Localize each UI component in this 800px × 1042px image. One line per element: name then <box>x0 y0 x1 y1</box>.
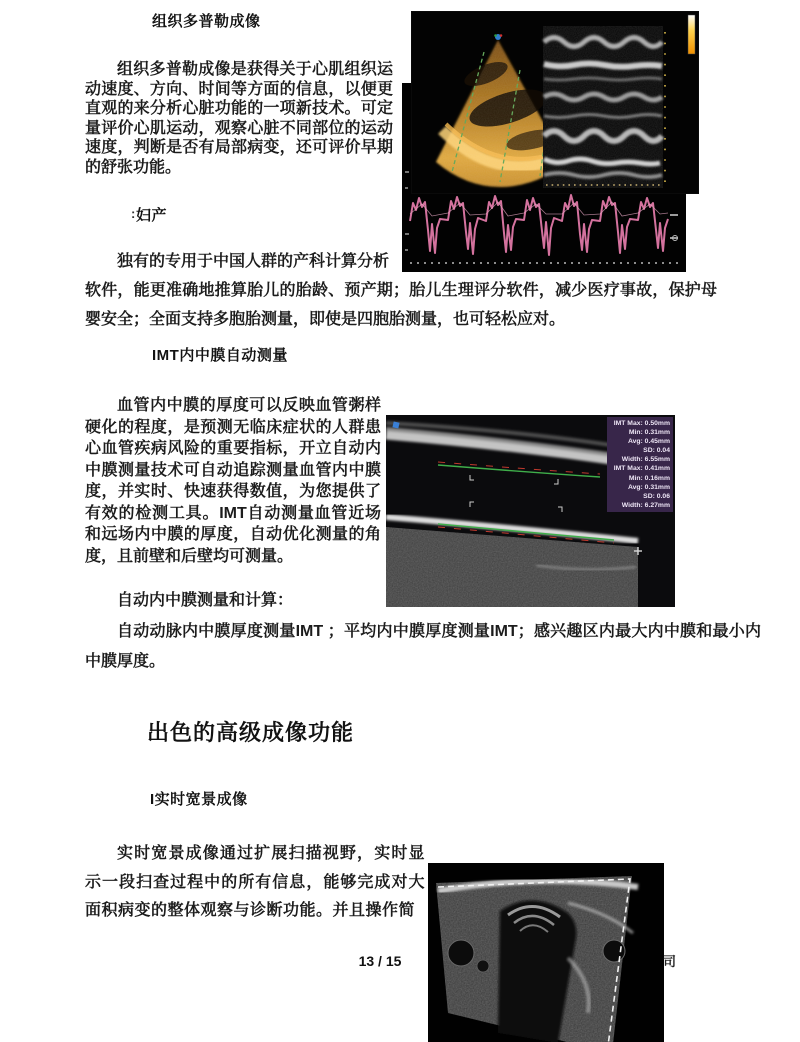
tdi-colorbar <box>688 15 695 54</box>
page-number: 13 / 15 <box>358 953 402 969</box>
heading-advanced-imaging: 出色的高级成像功能 <box>147 720 355 745</box>
overlay-line: SD: 0.04 <box>643 447 670 455</box>
paragraph-obstetrics-rest: 软件，能更准确地推算胎儿的胎龄、预产期；胎儿生理评分软件，减少医疗事故，保护母婴安全；全面支持多胞胎测量，即使是四胞胎测量，也可轻松应对。 <box>85 282 717 328</box>
thyroid-tissue <box>436 876 638 1042</box>
m-mode-strip <box>543 26 665 188</box>
overlay-line: Width: 6.27mm <box>621 501 670 509</box>
overlay-line: Min: 0.31mm <box>628 429 670 437</box>
overlay-line: Min: 0.16mm <box>628 474 670 482</box>
paragraph-obstetrics-line1: 独有的专用于中国人群的产科计算分析 <box>117 253 390 270</box>
cardiac-tdi-art <box>412 12 698 193</box>
heading-obstetrics: 妇产 <box>136 207 168 224</box>
stray-character: 司 <box>663 954 677 969</box>
cardiac-tdi-figure <box>412 12 698 193</box>
overlay-line: IMT Max: 0.41mm <box>613 465 670 473</box>
overlay-line: Avg: 0.31mm <box>627 483 670 491</box>
paragraph-imt-subtitle: 自动内中膜测量和计算： <box>117 592 294 609</box>
overlay-line: IMT Max: 0.50mm <box>613 420 670 427</box>
overlay-line: SD: 0.06 <box>643 492 670 500</box>
heading-panoramic: I实时宽景成像 <box>150 791 248 808</box>
orientation-icon <box>392 421 399 428</box>
paragraph-panoramic-body: 实时宽景成像通过扩展扫描视野，实时显示一段扫查过程中的所有信息，能够完成对大面积病变的整体观察与诊断功能。并且操作简 <box>85 845 425 919</box>
paragraph-tissue-doppler: 组织多普勒成像是获得关于心肌组织运动速度、方向、时间等方面的信息，以便更直观的来分析心脏功能的一项新技术。可定量评价心肌运动，观察心脏不同部位的运动速度，判断是否有局部病变，还可评价早期的舒张功能。 <box>85 61 393 176</box>
paragraph-imt-body: 血管内中膜的厚度可以反映血管粥样硬化的程度，是预测无临床症状的人群患心血管疾病风险的重要指标，开立自动内中膜测量技术可自动追踪测量血管内中膜度，并实时、快速获得数值，为您提供了有效的检测工具。IMT自动测量血管近场和远场内中膜的厚度，自动优化测量的角度，且前壁和后壁均可测量。 <box>85 397 381 565</box>
heading-imt: IMT内中膜自动测量 <box>152 347 288 364</box>
imt-ultrasound-figure <box>386 415 675 607</box>
panoramic-thyroid-art <box>428 863 664 1042</box>
heading-tissue-doppler: 组织多普勒成像 <box>152 13 261 30</box>
panoramic-thyroid-figure <box>428 863 664 1042</box>
heading-artifact-mark: : <box>131 206 136 221</box>
paragraph-imt-calculations: 自动动脉内中膜厚度测量IMT ；平均内中膜厚度测量IMT；感兴趣区内最大内中膜和最小内中膜厚度。 <box>85 623 761 670</box>
imt-measurement-overlay <box>607 417 673 512</box>
overlay-line: Width: 6.55mm <box>621 456 670 464</box>
overlay-line: Avg: 0.45mm <box>627 438 670 446</box>
